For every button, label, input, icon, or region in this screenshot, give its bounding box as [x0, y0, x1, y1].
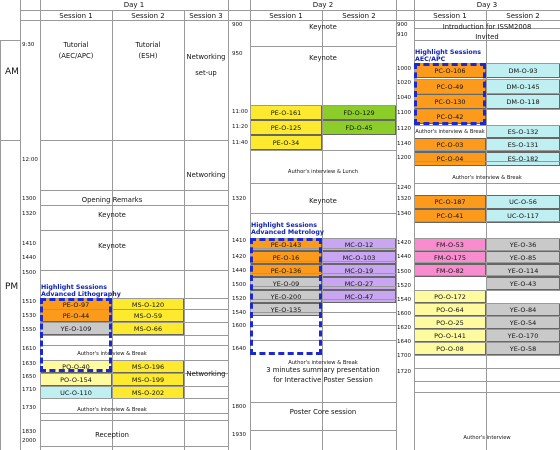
time-label-day1: 1610 — [22, 346, 36, 352]
time-label-day2: 1320 — [232, 196, 246, 202]
day1-keynote-2: Keynote — [98, 242, 126, 250]
pm-label: PM — [5, 282, 19, 292]
session-slot: YE-O-200 — [250, 290, 322, 303]
day2-summary-line1: 3 minutes summary presentation — [266, 366, 380, 374]
time-label-day3: 1240 — [397, 185, 411, 191]
grid-hline — [414, 250, 560, 251]
session-slot: PC-O-106 — [414, 63, 486, 78]
session-slot: PO-O-25 — [414, 316, 486, 329]
time-label-day2: 1410 — [232, 238, 246, 244]
time-label-day3: 1620 — [397, 325, 411, 331]
day2-session1-header: Session 1 — [269, 12, 303, 20]
grid-hline — [0, 40, 20, 41]
session-slot: DM-O-93 — [486, 63, 560, 78]
session-slot: PO-O-172 — [414, 290, 486, 303]
time-label-day3: 1320 — [397, 196, 411, 202]
day2-summary-line2: for Interactive Poster Session — [273, 376, 373, 384]
time-label-day1: 1530 — [22, 313, 36, 319]
grid-hline — [414, 290, 560, 291]
session-slot: PE-O-16 — [250, 251, 322, 264]
time-label-day2: 1500 — [232, 282, 246, 288]
session-slot: PE-O-143 — [250, 238, 322, 251]
session-slot: FM-O-82 — [414, 264, 486, 277]
grid-hline — [414, 221, 560, 222]
time-label-day1: 1320 — [22, 211, 36, 217]
time-label-day2: 11:00 — [232, 109, 248, 115]
day3-header: Day 3 — [476, 1, 498, 9]
grid-hline — [414, 238, 560, 239]
session-slot: ES-O-132 — [486, 125, 560, 138]
session-slot: MS-O-199 — [112, 373, 184, 386]
session-slot: DM-O-145 — [486, 79, 560, 94]
grid-hline — [40, 398, 228, 399]
day1-reception: Reception — [95, 431, 129, 439]
session-slot: FD-O-45 — [322, 120, 396, 135]
day1-networking-pm: Networking — [186, 370, 226, 378]
time-label-day3: 1040 — [397, 95, 411, 101]
day1-tutorial-2-topic: (ESH) — [138, 52, 158, 60]
session-slot: YE-O-135 — [250, 303, 322, 316]
time-label-day3: 1100 — [397, 110, 411, 116]
day1-opening-remarks: Opening Remarks — [81, 196, 143, 204]
day2-header: Day 2 — [312, 1, 334, 9]
grid-hline — [414, 161, 560, 162]
time-label-day2: 1800 — [232, 404, 246, 410]
grid-vline — [20, 0, 21, 450]
grid-hline — [40, 230, 228, 231]
day1-header: Day 1 — [123, 1, 145, 9]
time-label-day2: 1540 — [232, 310, 246, 316]
session-slot: FM-O-175 — [414, 251, 486, 264]
grid-hline — [40, 420, 228, 421]
grid-hline — [40, 205, 228, 206]
time-label-day2: 1930 — [232, 432, 246, 438]
time-label-day2: 950 — [232, 51, 243, 57]
day1-session1-header: Session 1 — [59, 12, 93, 20]
day1-interview-break-1: Author's interview & Break — [77, 351, 147, 357]
day1-tutorial-1-topic: (AEC/APC) — [58, 52, 94, 60]
grid-hline — [250, 183, 396, 184]
time-label-day3: 1140 — [397, 141, 411, 147]
grid-hline — [414, 183, 560, 184]
time-label-day3: 1600 — [397, 311, 411, 317]
session-slot: PC-O-41 — [414, 209, 486, 223]
grid-hline — [0, 140, 20, 141]
day2-poster-core: Poster Core session — [289, 408, 357, 416]
grid-hline — [414, 368, 560, 369]
day2-keynote-2: Keynote — [309, 54, 337, 62]
session-slot: YE-O-09 — [250, 277, 322, 290]
session-slot: DM-O-118 — [486, 94, 560, 109]
session-slot: PE-O-34 — [250, 135, 322, 150]
day1-highlight-subtitle: Advanced Lithography — [41, 291, 121, 298]
time-label-day2: 11:40 — [232, 140, 248, 146]
day3-session1-header: Session 1 — [433, 12, 467, 20]
grid-hline — [40, 140, 228, 141]
session-slot: YE-O-114 — [486, 264, 560, 277]
time-label-day3: 910 — [397, 32, 408, 38]
session-slot: PE-O-161 — [250, 105, 322, 120]
grid-hline — [40, 446, 228, 447]
session-slot: UC-O-56 — [486, 195, 560, 209]
session-slot: YE-O-58 — [486, 342, 560, 355]
session-slot: MC-O-27 — [322, 277, 396, 290]
time-label-day3: 1340 — [397, 211, 411, 217]
time-label-day3: 1420 — [397, 240, 411, 246]
grid-hline — [414, 150, 560, 151]
time-label-day1: 1630 — [22, 361, 36, 367]
day2-keynote-3: Keynote — [309, 197, 337, 205]
session-slot: YE-O-54 — [486, 316, 560, 329]
grid-hline — [40, 190, 228, 191]
session-slot: MS-O-202 — [112, 386, 184, 399]
day1-networking-setup-2: set-up — [195, 69, 217, 77]
time-label-day3: 1700 — [397, 353, 411, 359]
day3-intro: Introduction for ISSM2008 — [442, 22, 532, 31]
time-label-day3: 1520 — [397, 283, 411, 289]
grid-vline — [486, 10, 487, 450]
session-slot: PC-O-42 — [414, 109, 486, 124]
time-label-day3: 900 — [397, 22, 408, 28]
day1-networking-setup: Networking — [186, 53, 226, 61]
session-slot: MC-O-12 — [322, 238, 396, 251]
grid-hline — [250, 105, 396, 106]
day1-interview-break-2: Author's interview & Break — [77, 407, 147, 413]
session-slot: ES-O-182 — [486, 152, 560, 166]
session-slot: UC-O-117 — [486, 209, 560, 223]
grid-hline — [414, 342, 560, 343]
day3-invited: Invited — [475, 32, 499, 41]
time-label-day1: 1730 — [22, 405, 36, 411]
time-label-day2: 1440 — [232, 268, 246, 274]
grid-hline — [414, 381, 560, 382]
day3-interview-end: Author's interview — [463, 435, 511, 441]
time-label-day2: 900 — [232, 22, 243, 28]
grid-hline — [250, 150, 396, 151]
day3-highlight-subtitle: AEC/APC — [415, 56, 446, 63]
time-label-day2: 1600 — [232, 323, 246, 329]
time-label-day1: 1510 — [22, 299, 36, 305]
time-label-day3: 1500 — [397, 269, 411, 275]
session-slot: MS-O-120 — [112, 298, 184, 311]
grid-vline — [0, 40, 1, 450]
time-label-day3: 1120 — [397, 126, 411, 132]
grid-hline — [250, 430, 396, 431]
time-label-day2: 1420 — [232, 254, 246, 260]
session-slot: PO-O-154 — [40, 373, 112, 386]
time-label-day3: 1720 — [397, 369, 411, 375]
day3-interview-break-1: Author's interview & Break — [415, 128, 485, 135]
day1-highlight-box — [40, 298, 112, 372]
session-slot: PE-O-44 — [40, 309, 112, 322]
session-slot: PC-O-03 — [414, 138, 486, 152]
day1-networking-noon: Networking — [186, 171, 226, 179]
session-slot: YE-O-36 — [486, 238, 560, 251]
grid-hline — [40, 270, 228, 271]
grid-vline — [40, 0, 41, 450]
time-label-day1: 1300 — [22, 196, 36, 202]
session-slot: PO-O-141 — [414, 329, 486, 342]
session-slot: MC-O-19 — [322, 264, 396, 277]
time-label-day1: 1410 — [22, 241, 36, 247]
session-slot: YE-O-84 — [486, 303, 560, 316]
session-slot: MS-O-196 — [112, 360, 184, 373]
grid-hline — [250, 46, 396, 47]
time-label-day1: 1550 — [22, 327, 36, 333]
session-slot: PE-O-97 — [40, 298, 112, 311]
day1-tutorial-1: Tutorial — [63, 41, 89, 49]
grid-hline — [40, 386, 228, 387]
session-slot: FM-O-53 — [414, 238, 486, 251]
session-slot: PO-O-64 — [414, 303, 486, 316]
time-label-day2: 1520 — [232, 296, 246, 302]
session-slot: MC-O-103 — [322, 251, 396, 264]
session-slot: YE-O-43 — [486, 277, 560, 290]
day3-session2-header: Session 2 — [506, 12, 540, 20]
session-slot: MC-O-47 — [322, 290, 396, 303]
day1-session3-header: Session 3 — [189, 12, 223, 20]
time-label-day3: 1000 — [397, 66, 411, 72]
time-label-day1: 1710 — [22, 387, 36, 393]
day1-keynote-1: Keynote — [98, 211, 126, 219]
session-slot: PC-O-130 — [414, 94, 486, 109]
grid-hline — [414, 355, 560, 356]
time-label-day3: 1640 — [397, 339, 411, 345]
time-label-day2: 1640 — [232, 346, 246, 352]
day2-interview-break: Author's interview & Break — [288, 360, 358, 366]
day2-interview-lunch: Author's interview & Lunch — [287, 169, 359, 175]
grid-hline — [250, 402, 396, 403]
day2-highlight-subtitle: Advanced Metrology — [251, 229, 324, 236]
session-slot: YE-O-85 — [486, 251, 560, 264]
session-slot: FD-O-129 — [322, 105, 396, 120]
time-label-day3: 1200 — [397, 155, 411, 161]
session-slot: PO-O-40 — [40, 360, 112, 373]
session-slot: PC-O-04 — [414, 152, 486, 166]
time-label-day3: 1540 — [397, 297, 411, 303]
time-label-day3: 1440 — [397, 254, 411, 260]
am-label: AM — [5, 67, 19, 77]
grid-hline — [414, 275, 560, 276]
session-slot: ES-O-131 — [486, 138, 560, 152]
grid-hline — [414, 303, 560, 304]
session-slot: YE-O-170 — [486, 329, 560, 342]
session-slot: PE-O-125 — [250, 120, 322, 135]
session-slot: MS-O-59 — [112, 309, 184, 322]
day2-session2-header: Session 2 — [342, 12, 376, 20]
grid-hline — [414, 125, 560, 126]
session-slot: PC-O-49 — [414, 79, 486, 94]
day1-tutorial-2: Tutorial — [135, 41, 161, 49]
session-slot: MS-O-66 — [112, 322, 184, 335]
session-slot: PC-O-187 — [414, 195, 486, 209]
grid-vline — [228, 0, 229, 450]
time-label-day3: 1020 — [397, 80, 411, 86]
session-slot: YE-O-109 — [40, 322, 112, 335]
time-label-day1: 1650 — [22, 374, 36, 380]
grid-hline — [414, 316, 560, 317]
time-label-day1: 1440 — [22, 255, 36, 261]
day3-highlight-title: Highlight Sessions — [415, 49, 481, 56]
day2-highlight-title: Highlight Sessions — [251, 222, 317, 229]
time-label-day1: 1500 — [22, 270, 36, 276]
day1-highlight-title: Highlight Sessions — [41, 284, 107, 291]
grid-hline — [414, 329, 560, 330]
session-slot: PO-O-08 — [414, 342, 486, 355]
time-label-day2: 11:20 — [232, 124, 248, 130]
time-label-day1: 1830 — [22, 429, 36, 435]
time-label-day1: 9:30 — [22, 42, 35, 48]
time-label-day1: 2000 — [22, 438, 36, 444]
day3-interview-break-2: Author's interview & Break — [452, 175, 522, 181]
grid-hline — [414, 392, 560, 393]
day2-keynote-1: Keynote — [309, 23, 337, 31]
session-slot: PE-O-136 — [250, 264, 322, 277]
day2-highlight-box — [250, 238, 322, 355]
grid-hline — [250, 213, 396, 214]
time-label-day1: 12:00 — [22, 157, 38, 163]
grid-hline — [414, 262, 560, 263]
session-slot: UC-O-110 — [40, 386, 112, 399]
day1-session2-header: Session 2 — [131, 12, 165, 20]
day3-highlight-box — [414, 63, 486, 125]
